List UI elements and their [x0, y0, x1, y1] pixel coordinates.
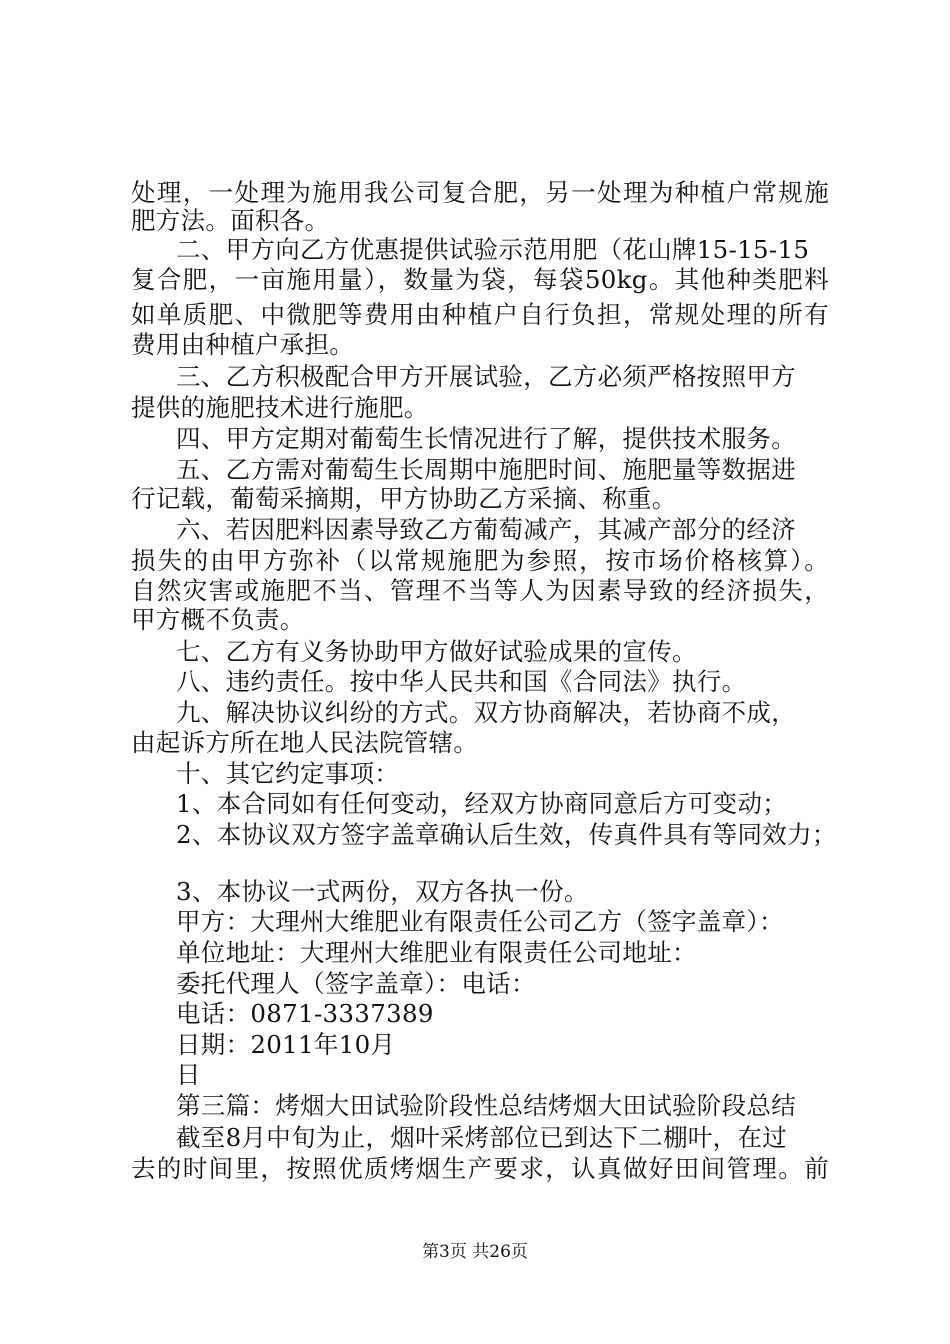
- text-line: 日期：2011年10月: [176, 1030, 396, 1059]
- text-line: 截至8月中旬为止，烟叶采烤部位已到达下二棚叶，在过: [176, 1123, 788, 1152]
- text-line: 2、本协议双方签字盖章确认后生效，传真件具有等同效力；: [176, 820, 837, 849]
- text-line: 肥方法。面积各。: [131, 206, 330, 235]
- text-line: 五、乙方需对葡萄生长周期中施肥时间、施肥量等数据进: [176, 455, 796, 484]
- text-line: 九、解决协议纠纷的方式。双方协商解决，若协商不成，: [176, 698, 796, 727]
- text-line: 行记载，葡萄采摘期，甲方协助乙方采摘、称重。: [131, 484, 677, 513]
- text-line: 如单质肥、中微肥等费用由种植户自行负担，常规处理的所有: [131, 300, 829, 329]
- text-line: 3、本协议一式两份，双方各执一份。: [176, 877, 589, 906]
- text-line: 损失的由甲方弥补（以常规施肥为参照，按市场价格核算）。: [131, 546, 829, 575]
- text-line: 四、甲方定期对葡萄生长情况进行了解，提供技术服务。: [176, 424, 796, 453]
- text-line: 处理，一处理为施用我公司复合肥，另一处理为种植户常规施: [131, 178, 829, 207]
- text-line: 甲方概不负责。: [131, 605, 305, 634]
- text-line: 自然灾害或施肥不当、管理不当等人为因素导致的经济损失，: [131, 576, 829, 605]
- text-line: 十、其它约定事项：: [176, 759, 400, 788]
- text-line: 提供的施肥技术进行施肥。: [131, 393, 429, 422]
- text-line: 六、若因肥料因素导致乙方葡萄减产，其减产部分的经济: [176, 515, 796, 544]
- text-line: 由起诉方所在地人民法院管辖。: [131, 728, 479, 757]
- text-line: 第三篇：烤烟大田试验阶段性总结烤烟大田试验阶段总结: [176, 1091, 796, 1120]
- text-line: 委托代理人（签字盖章）：电话：: [176, 969, 536, 998]
- text-line: 去的时间里，按照优质烤烟生产要求，认真做好田间管理。前: [131, 1154, 829, 1183]
- text-line: 复合肥，一亩施用量），数量为袋，每袋50kg。其他种类肥料: [131, 265, 829, 294]
- text-line: 二、甲方向乙方优惠提供试验示范用肥（花山牌15-15-15: [176, 235, 810, 264]
- text-line: 单位地址：大理州大维肥业有限责任公司地址：: [176, 938, 697, 967]
- text-line: 三、乙方积极配合甲方开展试验，乙方必须严格按照甲方: [176, 362, 796, 391]
- text-line: 日: [176, 1060, 201, 1089]
- text-line: 1、本合同如有任何变动，经双方协商同意后方可变动；: [176, 789, 788, 818]
- page-number-footer: 第3页 共26页: [422, 1242, 528, 1262]
- text-line: 电话：0871-3337389: [176, 999, 434, 1028]
- text-line: 费用由种植户承担。: [131, 330, 355, 359]
- text-line: 八、违约责任。按中华人民共和国《合同法》执行。: [176, 667, 747, 696]
- text-line: 七、乙方有义务协助甲方做好试验成果的宣传。: [176, 637, 697, 666]
- text-line: 甲方：大理州大维肥业有限责任公司乙方（签字盖章）：: [176, 907, 784, 936]
